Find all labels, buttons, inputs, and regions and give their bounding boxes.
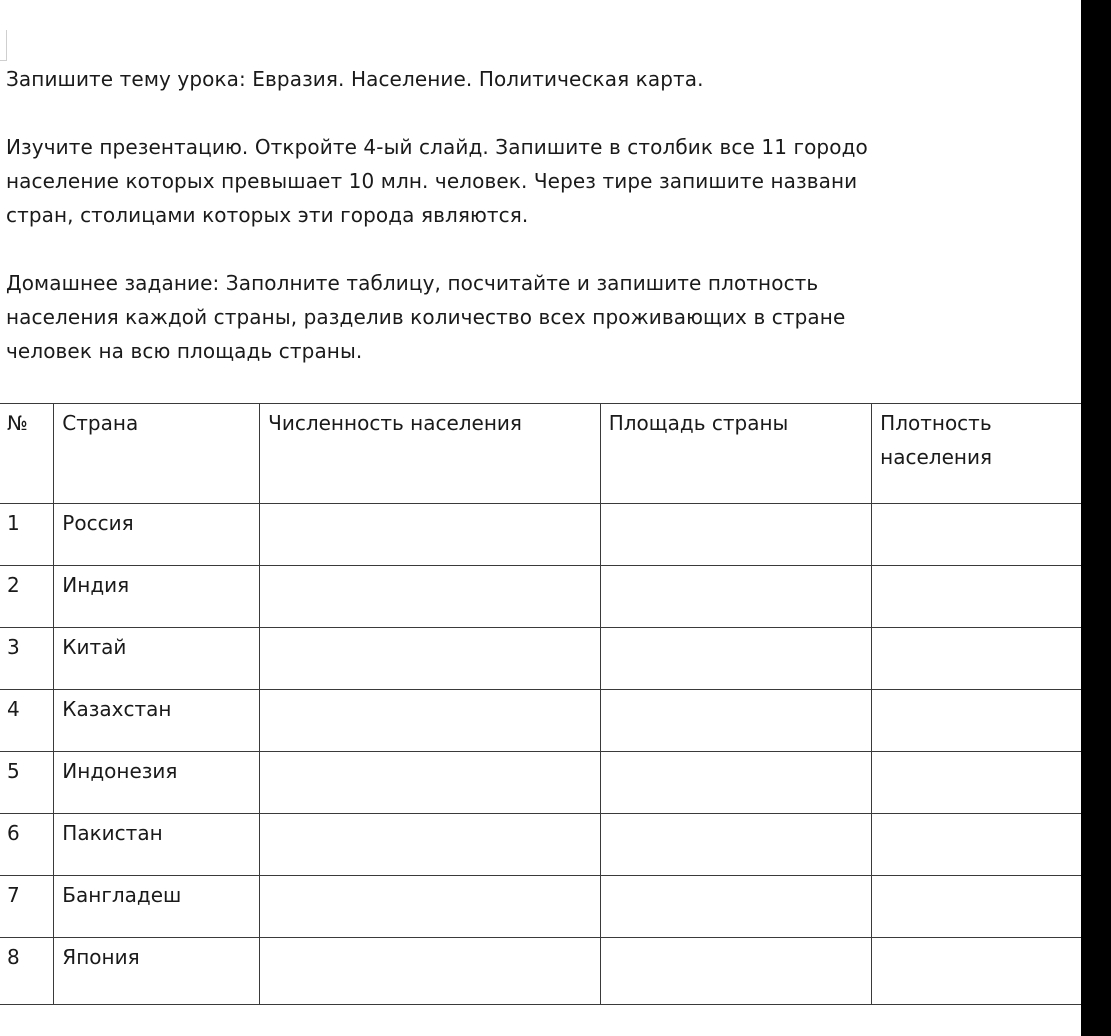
header-number: № — [7, 411, 28, 435]
homework-paragraph — [6, 266, 1111, 368]
header-cell-country — [54, 404, 260, 504]
row-area-cell — [600, 628, 871, 690]
table-row — [0, 876, 1109, 938]
header-cell-number — [0, 404, 54, 504]
row-density-cell — [872, 752, 1109, 814]
corner-mark — [0, 30, 7, 61]
row-density-cell — [872, 938, 1109, 1005]
task-line-3: стран, столицами которых эти города являются. — [6, 203, 529, 227]
row-number: 5 — [7, 759, 20, 783]
row-number: 4 — [7, 697, 20, 721]
table-header-row — [0, 404, 1109, 504]
homework-line-2: населения каждой страны, разделив количество всех проживающих в стране — [6, 305, 846, 329]
row-density-cell — [872, 690, 1109, 752]
row-area-cell — [600, 566, 871, 628]
row-population-cell — [260, 814, 601, 876]
header-cell-area — [600, 404, 871, 504]
row-number: 1 — [7, 511, 20, 535]
row-number-cell — [0, 814, 54, 876]
row-number-cell — [0, 504, 54, 566]
table-row — [0, 566, 1109, 628]
row-country-cell — [54, 938, 260, 1005]
task-line-1: Изучите презентацию. Откройте 4-ый слайд. Запишите в столбик все 11 городо — [6, 135, 868, 159]
task-paragraph — [6, 130, 1111, 232]
row-country-cell — [54, 504, 260, 566]
row-area-cell — [600, 814, 871, 876]
row-number: 6 — [7, 821, 20, 845]
row-area-cell — [600, 690, 871, 752]
row-country: Индия — [62, 573, 130, 597]
row-country-cell — [54, 876, 260, 938]
table-row — [0, 752, 1109, 814]
header-cell-density — [872, 404, 1109, 504]
table-row — [0, 938, 1109, 1005]
header-population: Численность населения — [268, 411, 522, 435]
table-row — [0, 628, 1109, 690]
row-population-cell — [260, 566, 601, 628]
header-cell-population — [260, 404, 601, 504]
row-density-cell — [872, 876, 1109, 938]
lesson-topic — [6, 62, 1111, 96]
country-table — [0, 403, 1109, 1005]
right-edge-shade — [1081, 0, 1111, 1036]
row-country: Пакистан — [62, 821, 163, 845]
row-number-cell — [0, 628, 54, 690]
row-number: 3 — [7, 635, 20, 659]
row-country: Китай — [62, 635, 127, 659]
row-density-cell — [872, 566, 1109, 628]
row-area-cell — [600, 752, 871, 814]
row-population-cell — [260, 690, 601, 752]
row-area-cell — [600, 938, 871, 1005]
row-population-cell — [260, 876, 601, 938]
row-number: 2 — [7, 573, 20, 597]
row-area-cell — [600, 504, 871, 566]
homework-line-3: человек на всю площадь страны. — [6, 339, 363, 363]
task-line-2: население которых превышает 10 млн. человек. Через тире запишите названи — [6, 169, 858, 193]
row-number-cell — [0, 566, 54, 628]
header-area: Площадь страны — [608, 411, 789, 435]
row-country: Казахстан — [62, 697, 172, 721]
table-row — [0, 814, 1109, 876]
row-number-cell — [0, 690, 54, 752]
row-country-cell — [54, 628, 260, 690]
homework-line-1: Домашнее задание: Заполните таблицу, посчитайте и запишите плотность — [6, 271, 819, 295]
row-country: Россия — [62, 511, 134, 535]
row-country-cell — [54, 690, 260, 752]
row-area-cell — [600, 876, 871, 938]
row-country: Индонезия — [62, 759, 178, 783]
row-population-cell — [260, 628, 601, 690]
header-density: Плотность населения — [880, 411, 992, 469]
row-population-cell — [260, 938, 601, 1005]
topic-line: Запишите тему урока: Евразия. Население. Политическая карта. — [6, 67, 704, 91]
row-population-cell — [260, 504, 601, 566]
row-country-cell — [54, 814, 260, 876]
row-density-cell — [872, 628, 1109, 690]
row-population-cell — [260, 752, 601, 814]
row-country: Бангладеш — [62, 883, 182, 907]
header-country: Страна — [62, 411, 139, 435]
row-country: Япония — [62, 945, 140, 969]
row-country-cell — [54, 566, 260, 628]
row-number: 7 — [7, 883, 20, 907]
row-density-cell — [872, 504, 1109, 566]
row-number: 8 — [7, 945, 20, 969]
row-number-cell — [0, 752, 54, 814]
table-row — [0, 504, 1109, 566]
table-row — [0, 690, 1109, 752]
row-number-cell — [0, 876, 54, 938]
row-country-cell — [54, 752, 260, 814]
row-density-cell — [872, 814, 1109, 876]
row-number-cell — [0, 938, 54, 1005]
